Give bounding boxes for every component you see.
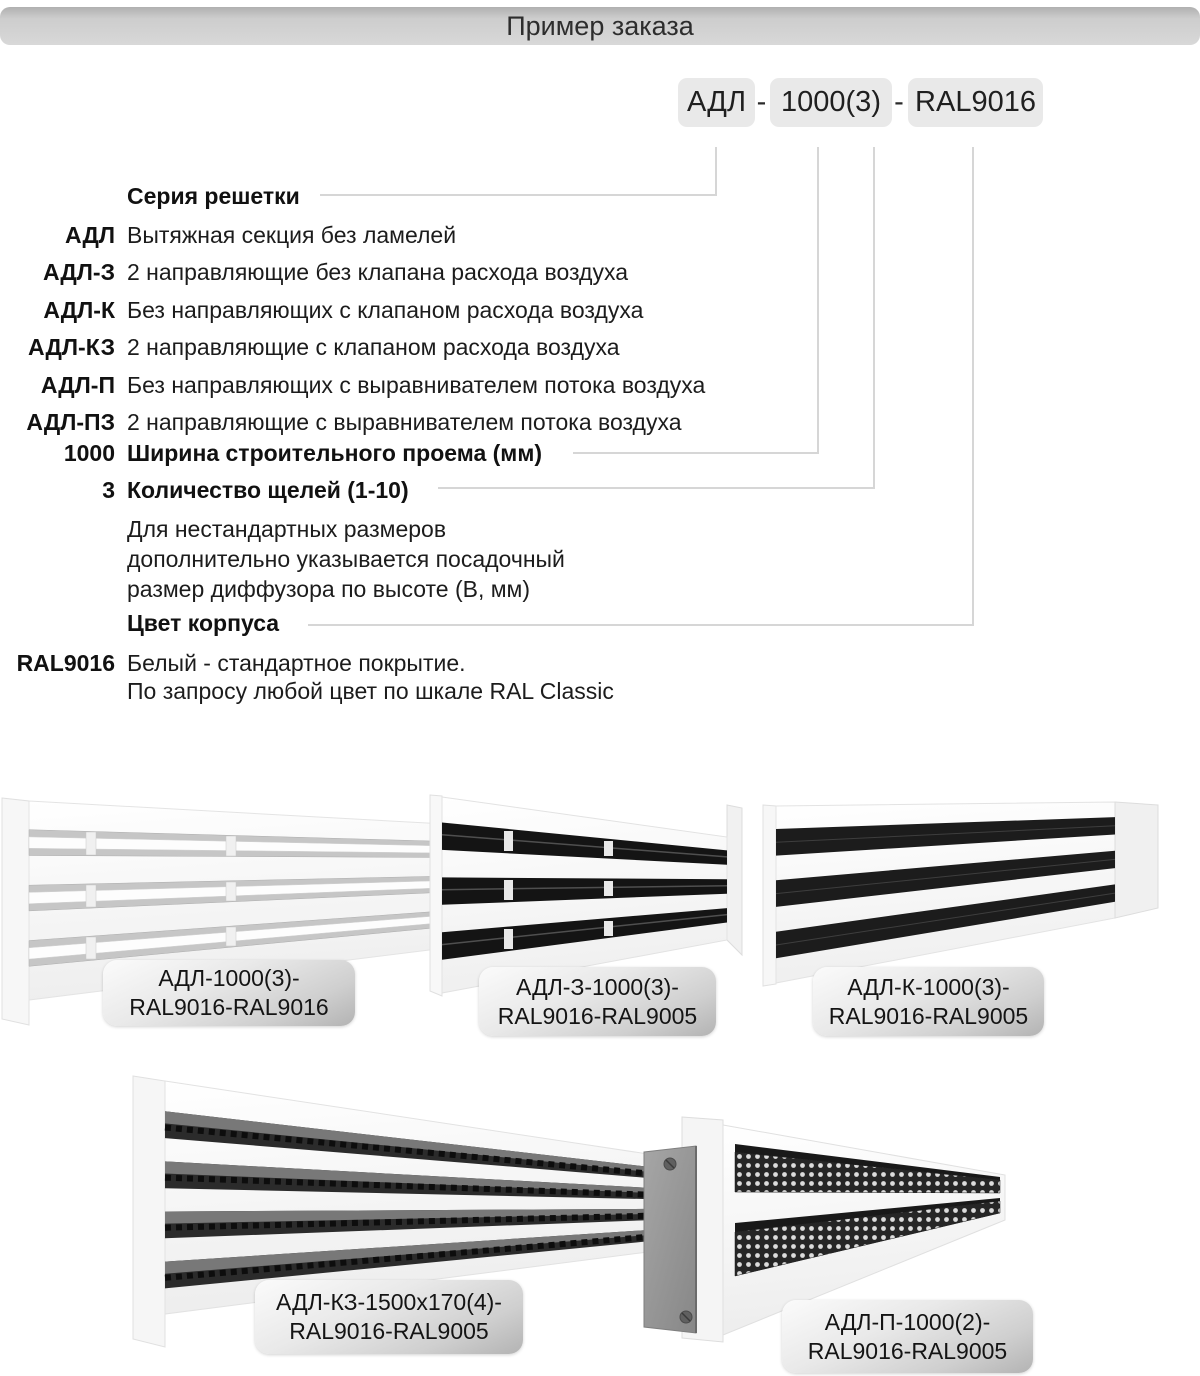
product-label-line: RAL9016-RAL9005 [289, 1318, 489, 1344]
ral-description-line: По запросу любой цвет по шкале RAL Classic [127, 678, 614, 704]
product-label-line: RAL9016-RAL9005 [828, 1002, 1029, 1029]
code-box-size [770, 78, 892, 127]
legend-description: 2 направляющие без клапана расхода воздуха [127, 259, 628, 285]
legend-label: АДЛ [65, 222, 115, 248]
legend-row-adl-p [0, 371, 760, 399]
legend-description: 2 направляющие с клапаном расхода воздуха [127, 334, 620, 360]
legend-section-title-row [0, 182, 760, 210]
product-label-adl-kz [255, 1280, 523, 1354]
legend-description: Вытяжная секция без ламелей [127, 222, 457, 248]
legend-color-title: Цвет корпуса [127, 610, 280, 636]
legend-label: 1000 [63, 440, 115, 466]
product-label-line: АДЛ-П-1000(2)- [824, 1308, 991, 1335]
legend-color-title-row [0, 609, 760, 637]
legend-description: Ширина строительного проема (мм) [127, 440, 542, 466]
legend-label: АДЛ-З [42, 259, 115, 285]
page-title: Пример заказа [506, 10, 694, 41]
code-size-text: 1000(3) [781, 86, 881, 118]
product-label-line: АДЛ-К-1000(3)- [847, 973, 1010, 1000]
legend-label-ral9016: RAL9016 [16, 650, 115, 676]
product-label-line: RAL9016-RAL9005 [497, 1002, 698, 1029]
custom-size-note [127, 514, 565, 604]
legend-description: Без направляющих с клапаном расхода воздуха [127, 297, 644, 323]
legend-description: Без направляющих с выравнивателем потока воздуха [127, 372, 706, 398]
note-line: Для нестандартных размеров [127, 516, 447, 542]
product-label-line: RAL9016-RAL9016 [129, 994, 329, 1020]
product-label-adl-z [479, 967, 716, 1036]
legend-section-title: Серия решетки [127, 183, 300, 209]
legend-row-width [0, 439, 760, 467]
product-label-adl [103, 960, 355, 1026]
legend-row-adl-kz [0, 333, 760, 361]
product-label-adl-k [813, 967, 1044, 1036]
code-box-series [678, 78, 755, 127]
legend-label: АДЛ-КЗ [28, 334, 115, 360]
legend-label: АДЛ-П [40, 372, 115, 398]
ral-description-line: Белый - стандартное покрытие. [127, 650, 466, 676]
legend-row-adl-k [0, 296, 760, 324]
legend-label: АДЛ-ПЗ [26, 409, 115, 435]
code-color-text: RAL9016 [915, 86, 1036, 118]
legend-row-adl-pz [0, 408, 760, 436]
product-label-line: АДЛ-1000(3)- [158, 965, 300, 991]
legend-row-slots [0, 476, 760, 504]
legend-row-ral9016 [127, 649, 614, 705]
legend-description: 2 направляющие с выравнивателем потока воздуха [127, 409, 682, 435]
legend-description: Количество щелей (1-10) [127, 477, 409, 503]
code-dash-2: - [894, 86, 904, 118]
code-series-text: АДЛ [687, 86, 746, 118]
header-bar [0, 7, 1200, 45]
product-label-line: АДЛ-КЗ-1500x170(4)- [276, 1289, 502, 1315]
legend-label: 3 [102, 477, 115, 503]
note-line: размер диффузора по высоте (В, мм) [127, 576, 531, 602]
product-label-line: RAL9016-RAL9005 [807, 1337, 1008, 1364]
product-label-line: АДЛ-З-1000(3)- [516, 973, 679, 1000]
note-line: дополнительно указывается посадочный [127, 546, 565, 572]
legend-row-adl-z [0, 258, 760, 286]
code-box-color [908, 78, 1043, 127]
product-label-adl-p [782, 1300, 1033, 1373]
legend-label: АДЛ-К [43, 297, 115, 323]
legend-row-adl [0, 221, 760, 249]
code-dash-1: - [756, 86, 767, 118]
